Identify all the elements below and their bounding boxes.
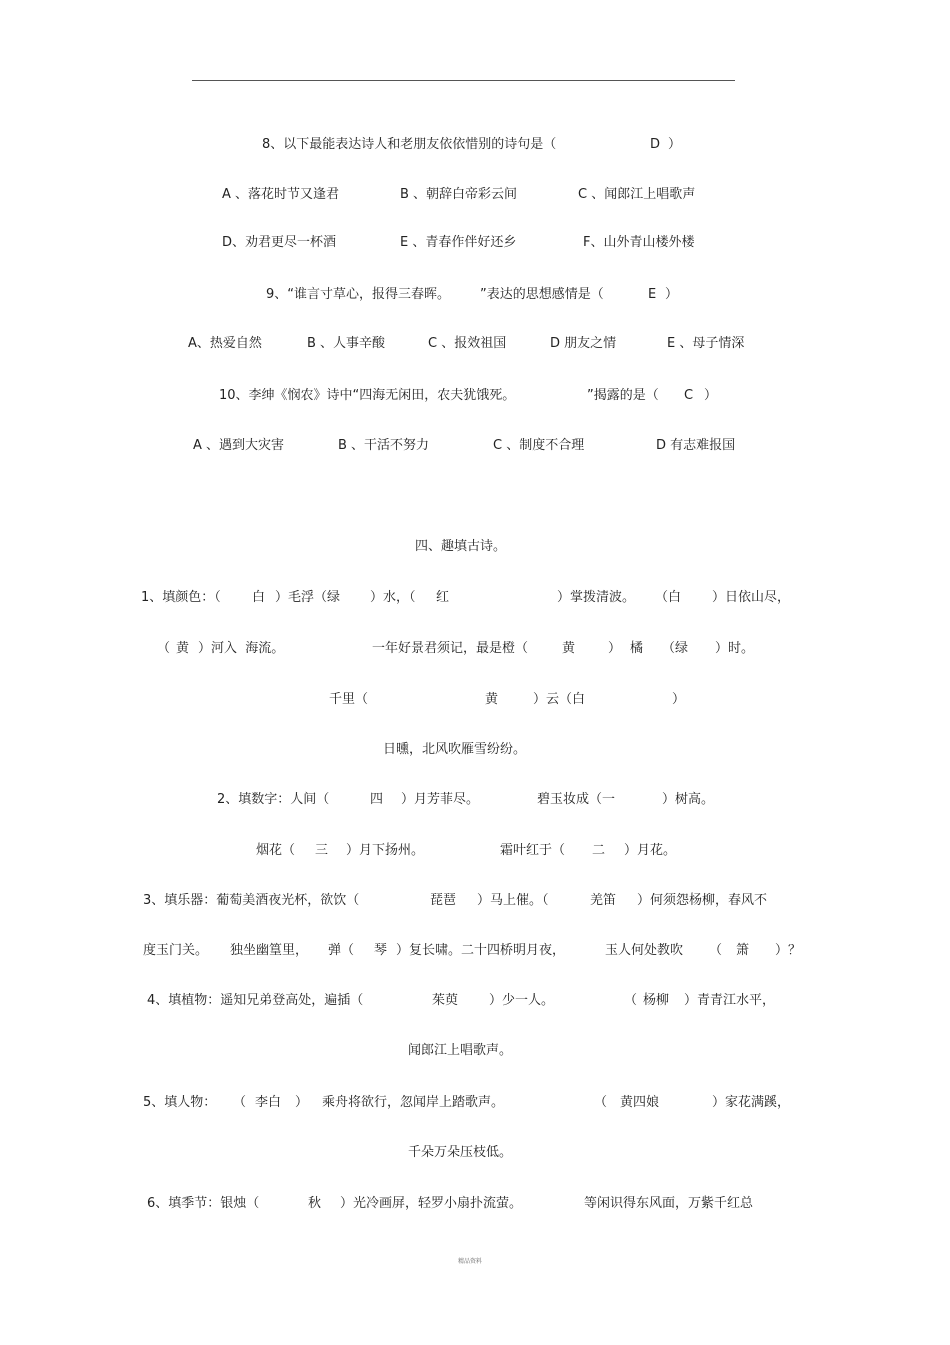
text-segment: ）毛浮（绿 [275, 590, 341, 605]
q9-option-c: C 、报效祖国 [428, 336, 507, 351]
text-segment: ）月花。 [624, 843, 677, 858]
text-segment: ）树高。 [662, 792, 715, 807]
text-segment: ） [295, 1095, 309, 1110]
text-segment: （绿 [662, 641, 689, 656]
header-rule [192, 80, 735, 81]
text-segment: ）时。 [715, 641, 755, 656]
text-segment: ）马上催。（ [477, 893, 549, 908]
fill-plants-prompt: 4、填植物：遥知兄弟登高处，遍插（ [147, 993, 364, 1008]
text-segment: ）月下扬州。 [346, 843, 425, 858]
answer-yellow-1: 黄 [176, 641, 190, 656]
answer-red: 红 [436, 590, 450, 605]
q10-close: ） [704, 388, 718, 403]
text-segment: 日曛，北风吹雁雪纷纷。 [383, 742, 527, 757]
answer-qin: 琴 [374, 943, 388, 958]
answer-white-1: 白 [252, 590, 266, 605]
text-segment: ）家花满蹊， [712, 1095, 791, 1110]
answer-xiao: 箫 [736, 943, 750, 958]
text-segment: ）？ [775, 943, 802, 958]
text-segment: （ [157, 641, 171, 656]
answer-three: 三 [315, 843, 329, 858]
q9-question: 9、“谁言寸草心，报得三春晖。 [266, 287, 451, 302]
q9-close: ） [665, 287, 679, 302]
answer-yellow-2: 黄 [562, 641, 576, 656]
q9-option-d: D 朋友之情 [550, 336, 617, 351]
q9-option-e: E 、母子情深 [667, 336, 745, 351]
q8-answer: D [650, 137, 661, 152]
text-segment: ）青青江水平， [684, 993, 776, 1008]
q10-option-a: A 、遇到大灾害 [193, 438, 285, 453]
q10-question: 10、李绅《悯农》诗中“四海无闲田，农夫犹饿死。 [219, 388, 516, 403]
text-segment: ） [672, 692, 686, 707]
answer-autumn: 秋 [308, 1196, 322, 1211]
text-segment: 独坐幽篁里， [230, 943, 309, 958]
fill-seasons-prompt: 6、填季节：银烛（ [147, 1196, 260, 1211]
q9-option-b: B 、人事辛酸 [307, 336, 386, 351]
q9-answer: E [648, 287, 657, 302]
fill-numbers-prompt: 2、填数字：人间（ [217, 792, 330, 807]
text-segment: （ [594, 1095, 608, 1110]
answer-pipa: 琵琶 [430, 893, 457, 908]
q10-option-d: D 有志难报国 [656, 438, 736, 453]
text-segment: 等闲识得东风面，万紫千红总 [584, 1196, 754, 1211]
answer-four: 四 [370, 792, 384, 807]
fill-instruments-prompt: 3、填乐器：葡萄美酒夜光杯，欲饮（ [143, 893, 360, 908]
q8-option-a: A 、落花时节又逢君 [222, 187, 340, 202]
text-segment: 碧玉妆成（一 [537, 792, 616, 807]
text-segment: 一年好景君须记，最是橙（ [372, 641, 529, 656]
q8-question: 8、以下最能表达诗人和老朋友依依惜别的诗句是（ [262, 137, 557, 152]
answer-zhuyu: 茱萸 [432, 993, 459, 1008]
page-footer: 精品资料 [458, 1258, 483, 1265]
text-segment: （ [624, 993, 638, 1008]
text-segment: 千里（ [329, 692, 369, 707]
text-segment: ）日依山尽， [712, 590, 791, 605]
q8-option-e: E 、青春作伴好还乡 [400, 235, 517, 250]
q10-option-c: C 、制度不合理 [493, 438, 585, 453]
text-segment: ）何须怨杨柳，春风不 [637, 893, 768, 908]
q9-option-a: A、热爱自然 [188, 336, 262, 351]
text-segment: 闻郎江上唱歌声。 [408, 1043, 513, 1058]
q8-option-f: F、山外青山楼外楼 [583, 235, 695, 250]
text-segment: 霜叶红于（ [500, 843, 566, 858]
fill-people-prompt: 5、填人物： [143, 1095, 217, 1110]
text-segment: ）光冷画屏，轻罗小扇扑流萤。 [340, 1196, 523, 1211]
q8-close: ） [668, 137, 682, 152]
text-segment: 乘舟将欲行，忽闻岸上踏歌声。 [322, 1095, 505, 1110]
text-segment: 玉人何处教吹 [605, 943, 684, 958]
text-segment: （ [709, 943, 723, 958]
text-segment: ）少一人。 [489, 993, 555, 1008]
q10-option-b: B 、干活不努力 [338, 438, 430, 453]
q8-option-c: C 、闻郎江上唱歌声 [578, 187, 696, 202]
text-segment: （ [233, 1095, 247, 1110]
q8-option-d: D、劝君更尽一杯酒 [222, 235, 337, 250]
answer-two: 二 [592, 843, 606, 858]
text-segment: ）月芳菲尽。 [401, 792, 480, 807]
q8-option-b: B 、朝辞白帝彩云间 [400, 187, 518, 202]
text-segment: ）河入 海流。 [198, 641, 285, 656]
answer-huangsiniang: 黄四娘 [620, 1095, 660, 1110]
text-segment: ）掌拨清波。 [557, 590, 636, 605]
fill-colors-prompt: 1、填颜色：（ [141, 590, 221, 605]
text-segment: 千朵万朵压枝低。 [408, 1145, 513, 1160]
text-segment: ）复长啸。二十四桥明月夜， [396, 943, 566, 958]
answer-yellow-3: 黄 [485, 692, 499, 707]
text-segment: ）水，（ [370, 590, 416, 605]
text-segment: 橘 [630, 641, 644, 656]
text-segment: 烟花（ [256, 843, 296, 858]
answer-yangliu: 杨柳 [643, 993, 670, 1008]
text-segment: 弹（ [328, 943, 355, 958]
q10-answer: C [684, 388, 694, 403]
section4-title: 四、趣填古诗。 [415, 539, 507, 554]
q9-question-tail: ”表达的思想感情是（ [480, 287, 604, 302]
answer-qiangdi: 羌笛 [590, 893, 617, 908]
answer-libai: 李白 [255, 1095, 282, 1110]
text-segment: 度玉门关。 [143, 943, 209, 958]
text-segment: ）云（白 [533, 692, 586, 707]
text-segment: （白 [655, 590, 682, 605]
text-segment: ） [608, 641, 622, 656]
q10-question-tail: ”揭露的是（ [587, 388, 659, 403]
